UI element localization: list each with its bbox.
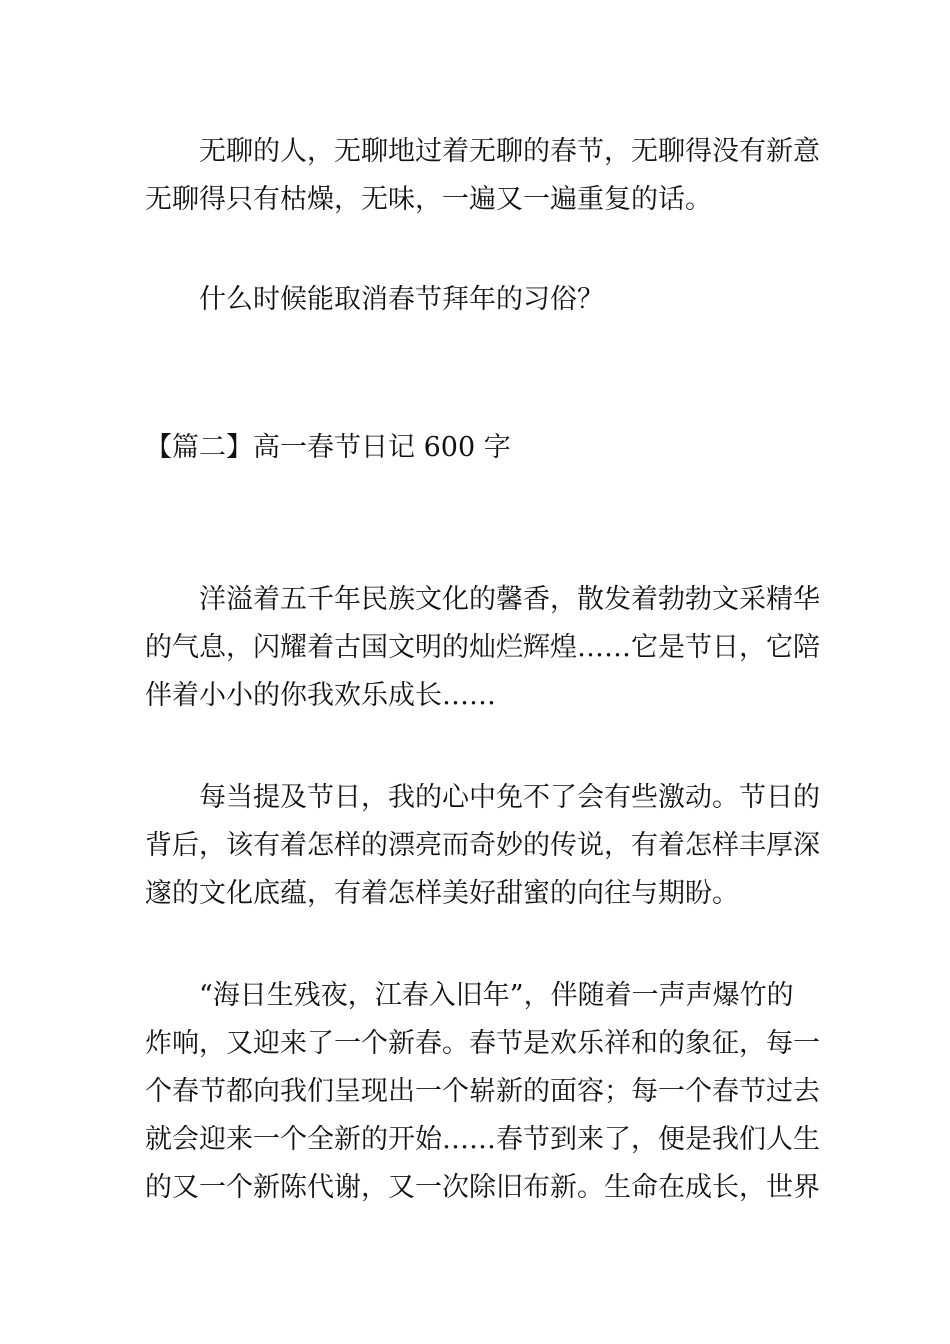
paragraph-5-line-4: 就会迎来一个全新的开始……春节到来了，便是我们人生 [145,1124,820,1155]
paragraph-4-line-3: 邃的文化底蕴，有着怎样美好甜蜜的向往与期盼。 [145,878,739,909]
paragraph-3-line-3: 伴着小小的你我欢乐成长…… [145,680,496,711]
paragraph-1-line-2: 无聊得只有枯燥，无味，一遍又一遍重复的话。 [145,184,712,215]
paragraph-1-line-1: 无聊的人，无聊地过着无聊的春节，无聊得没有新意 [199,136,820,167]
paragraph-5-line-1: “海日生残夜，江春入旧年”，伴随着一声声爆竹的 [199,980,794,1011]
paragraph-2-line-1: 什么时候能取消春节拜年的习俗？ [199,284,604,315]
section-heading: 【篇二】高一春节日记 600 字 [145,432,511,463]
paragraph-3-line-2: 的气息，闪耀着古国文明的灿烂辉煌……它是节日，它陪 [145,632,820,663]
paragraph-3-line-1: 洋溢着五千年民族文化的馨香，散发着勃勃文采精华 [199,584,820,615]
paragraph-5-line-5: 的又一个新陈代谢，又一次除旧布新。生命在成长，世界 [145,1172,820,1203]
paragraph-5-line-2: 炸响，又迎来了一个新春。春节是欢乐祥和的象征，每一 [145,1028,820,1059]
paragraph-4-line-2: 背后，该有着怎样的漂亮而奇妙的传说，有着怎样丰厚深 [145,830,820,861]
paragraph-5-line-3: 个春节都向我们呈现出一个崭新的面容；每一个春节过去 [145,1076,820,1107]
paragraph-4-line-1: 每当提及节日，我的心中免不了会有些激动。节日的 [199,782,820,813]
